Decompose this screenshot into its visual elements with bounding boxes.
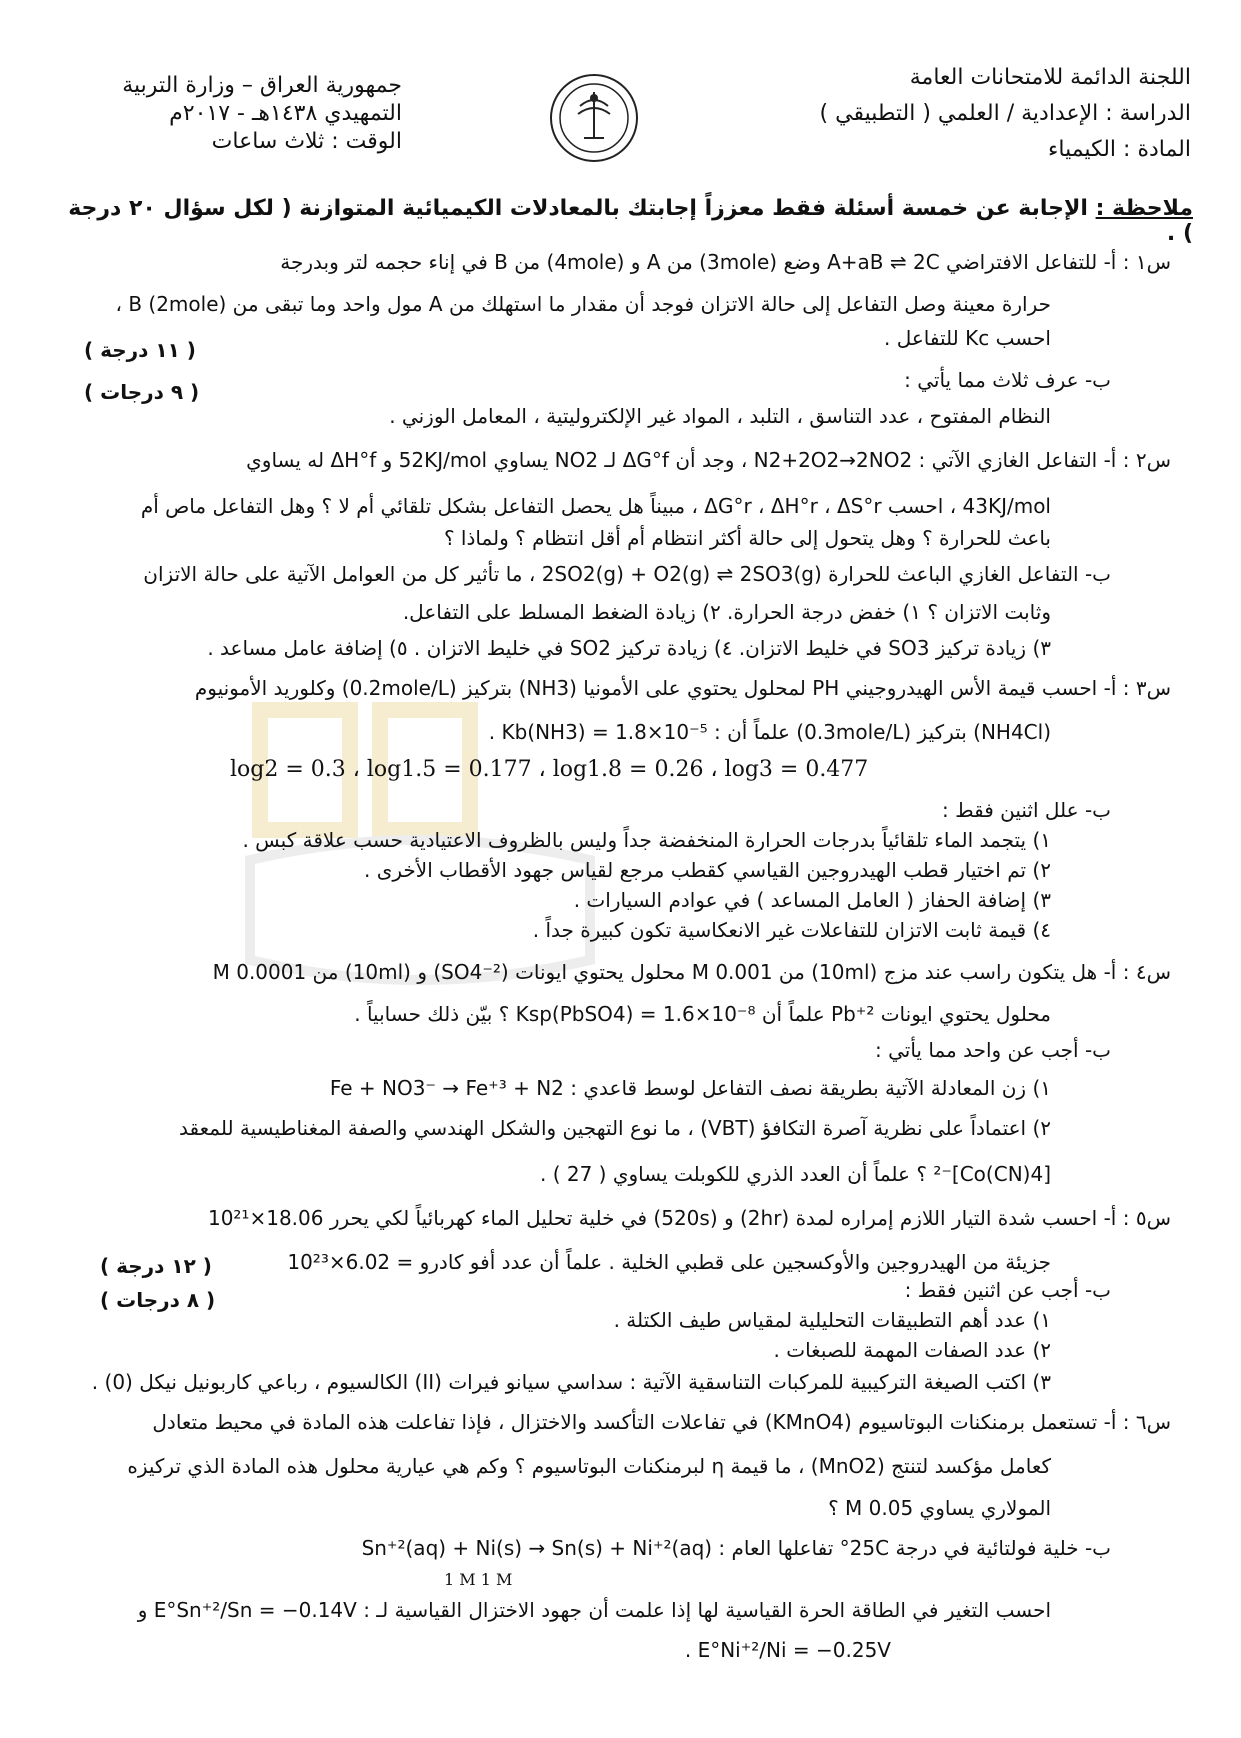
q6b-line3: E°Ni⁺²/Ni = −0.25V .	[684, 1638, 891, 1662]
exam-duration: الوقت : ثلاث ساعات	[211, 129, 402, 154]
exam-session: التمهيدي ١٤٣٨هـ - ٢٠١٧م	[169, 101, 402, 126]
q1b-line1: ب- عرف ثلاث مما يأتي :	[904, 368, 1111, 392]
q6b-concentrations: 1 M 1 M	[444, 1570, 513, 1589]
subject: المادة : الكيمياء	[1048, 137, 1191, 162]
q4-line1: س٤ : أ- هل يتكون راسب عند مزج (10ml) من 0.001 M محلول يحتوي ايونات (SO4⁻²) و (10ml) من 0.0001 M	[212, 960, 1171, 984]
q5a-marks: ( ١٢ درجة )	[100, 1254, 212, 1278]
q5b-item1: ١) عدد أهم التطبيقات التحليلية لمقياس طيف الكتلة .	[613, 1308, 1051, 1332]
q6b-line2: احسب التغير في الطاقة الحرة القياسية لها إذا علمت أن جهود الاختزال القياسية لـ : E°Sn⁺²/Sn = −0.14V و	[137, 1598, 1051, 1622]
q1b-marks: ( ٩ درجات )	[84, 380, 200, 404]
q5b-item2: ٢) عدد الصفات المهمة للصبغات .	[773, 1338, 1051, 1362]
q2-line1: س٢ : أ- التفاعل الغازي الآتي : N2+2O2→2NO2 ، وجد أن ΔG°f لـ NO2 يساوي 52KJ/mol و ΔH°f له يساوي	[246, 448, 1171, 472]
q3-log-values: log2 = 0.3 ، log1.5 = 0.177 ، log1.8 = 0.26 ، log3 = 0.477	[230, 757, 869, 782]
exam-note	[63, 196, 1193, 246]
q4b-item1: ١) زن المعادلة الآتية بطريقة نصف التفاعل لوسط قاعدي : Fe + NO3⁻ → Fe⁺³ + N2	[329, 1076, 1051, 1100]
q5b-line1: ب- أجب عن اثنين فقط :	[904, 1278, 1111, 1302]
q2-line2: 43KJ/mol ، احسب ΔG°r ، ΔH°r ، ΔS°r ، مبيناً هل يحصل التفاعل بشكل تلقائي أم لا ؟ وهل التفاعل ماص أم	[140, 494, 1051, 518]
q1b-line2: النظام المفتوح ، عدد التناسق ، التلبد ، المواد غير الإلكتروليتية ، المعامل الوزني .	[389, 404, 1051, 428]
q3b-item3: ٣) إضافة الحفاز ( العامل المساعد ) في عوادم السيارات .	[573, 888, 1051, 912]
q1-line1: س١ : أ- للتفاعل الافتراضي A+aB ⇌ 2C وضع (3mole) من A و (4mole) من B في إناء حجمه لتر وبدرجة	[280, 250, 1171, 274]
q6-line3: المولاري يساوي 0.05 M ؟	[828, 1496, 1051, 1520]
q2b-line3: ٣) زيادة تركيز SO3 في خليط الاتزان. ٤) زيادة تركيز SO2 في خليط الاتزان . ٥) إضافة عامل مساعد .	[207, 636, 1051, 660]
q5-line1: س٥ : أ- احسب شدة التيار اللازم إمراره لمدة (2hr) و (520s) في خلية تحليل الماء كهربائياً لكي يحرر 18.06×10²¹	[207, 1206, 1171, 1230]
q5-line2: جزيئة من الهيدروجين والأوكسجين على قطبي الخلية . علماً أن عدد أفو كادرو = 6.02×10²³	[287, 1250, 1051, 1274]
q4b-item2-cont: [Co(CN)4]⁻² ؟ علماً أن العدد الذري للكوبلت يساوي ( 27 ) .	[540, 1162, 1051, 1186]
q2-line3: باعث للحرارة ؟ وهل يتحول إلى حالة أكثر انتظام أم أقل انتظام ؟ ولماذا ؟	[443, 526, 1051, 550]
q5b-item3: ٣) اكتب الصيغة التركيبية للمركبات التناسقية الآتية : سداسي سيانو فيرات (II) الكالسيوم ، رباعي كاربونيل نيكل (0) .	[91, 1370, 1051, 1394]
q1a-marks: ( ١١ درجة )	[84, 338, 196, 362]
q6-line2: كعامل مؤكسد لتنتج (MnO2) ، ما قيمة η لبرمنكنات البوتاسيوم ؟ وكم هي عيارية محلول هذه المادة الذي تركيزه	[127, 1454, 1051, 1478]
q4b-line1: ب- أجب عن واحد مما يأتي :	[875, 1038, 1111, 1062]
q1-line3: احسب Kc للتفاعل .	[883, 326, 1051, 350]
q6b-line1: ب- خلية فولتائية في درجة 25C° تفاعلها العام : Sn⁺²(aq) + Ni(s) → Sn(s) + Ni⁺²(aq)	[361, 1536, 1111, 1560]
note-text: الإجابة عن خمسة أسئلة فقط معززاً إجابتك بالمعادلات الكيميائية المتوازنة ( لكل سؤال ٢٠ درجة ) .	[68, 196, 1193, 246]
q4-line2: محلول يحتوي ايونات Pb⁺² علماً أن Ksp(PbSO4) = 1.6×10⁻⁸ ؟ بيّن ذلك حسابياً .	[354, 1002, 1051, 1026]
q3b-item1: ١) يتجمد الماء تلقائياً بدرجات الحرارة المنخفضة جداً وليس بالظروف الاعتيادية حسب علاقة كبس .	[242, 828, 1051, 852]
q3-line2: (NH4Cl) بتركيز (0.3mole/L) علماً أن : Kb(NH3) = 1.8×10⁻⁵ .	[488, 720, 1051, 744]
header-left	[82, 72, 402, 156]
q3-line1: س٣ : أ- احسب قيمة الأس الهيدروجيني PH لمحلول يحتوي على الأمونيا (NH3) بتركيز (0.2mole/L) وكلوريد الأمونيوم	[194, 676, 1171, 700]
q5b-marks: ( ٨ درجات )	[100, 1288, 216, 1312]
q2b-line2: وثابت الاتزان ؟ ١) خفض درجة الحرارة. ٢) زيادة الضغط المسلط على التفاعل.	[402, 600, 1051, 624]
note-label: ملاحظة :	[1095, 196, 1193, 221]
q3b-item4: ٤) قيمة ثابت الاتزان للتفاعلات غير الانعكاسية تكون كبيرة جداً .	[532, 918, 1051, 942]
q4b-item2: ٢) اعتماداً على نظرية آصرة التكافؤ (VBT) ، ما نوع التهجين والشكل الهندسي والصفة المغناطيسية للمعقد	[179, 1116, 1051, 1140]
study-branch: الدراسة : الإعدادية / العلمي ( التطبيقي )	[819, 101, 1191, 126]
ministry-seal-icon	[548, 72, 640, 164]
q3b-line1: ب- علل اثنين فقط :	[942, 798, 1111, 822]
committee-name: اللجنة الدائمة للامتحانات العامة	[909, 65, 1191, 90]
country-ministry: جمهورية العراق – وزارة التربية	[122, 73, 402, 98]
header-right	[820, 60, 1191, 168]
q6-line1: س٦ : أ- تستعمل برمنكنات البوتاسيوم (KMnO4) في تفاعلات التأكسد والاختزال ، فإذا تفاعلت هذه المادة في محيط متعادل	[152, 1410, 1171, 1434]
q3b-item2: ٢) تم اختيار قطب الهيدروجين القياسي كقطب مرجع لقياس جهود الأقطاب الأخرى .	[364, 858, 1051, 882]
q2b-line1: ب- التفاعل الغازي الباعث للحرارة 2SO2(g) + O2(g) ⇌ 2SO3(g) ، ما تأثير كل من العوامل الآتية على حالة الاتزان	[143, 562, 1111, 586]
q1-line2: حرارة معينة وصل التفاعل إلى حالة الاتزان فوجد أن مقدار ما استهلك من A مول واحد وما تبقى من B (2mole) ،	[115, 292, 1051, 316]
